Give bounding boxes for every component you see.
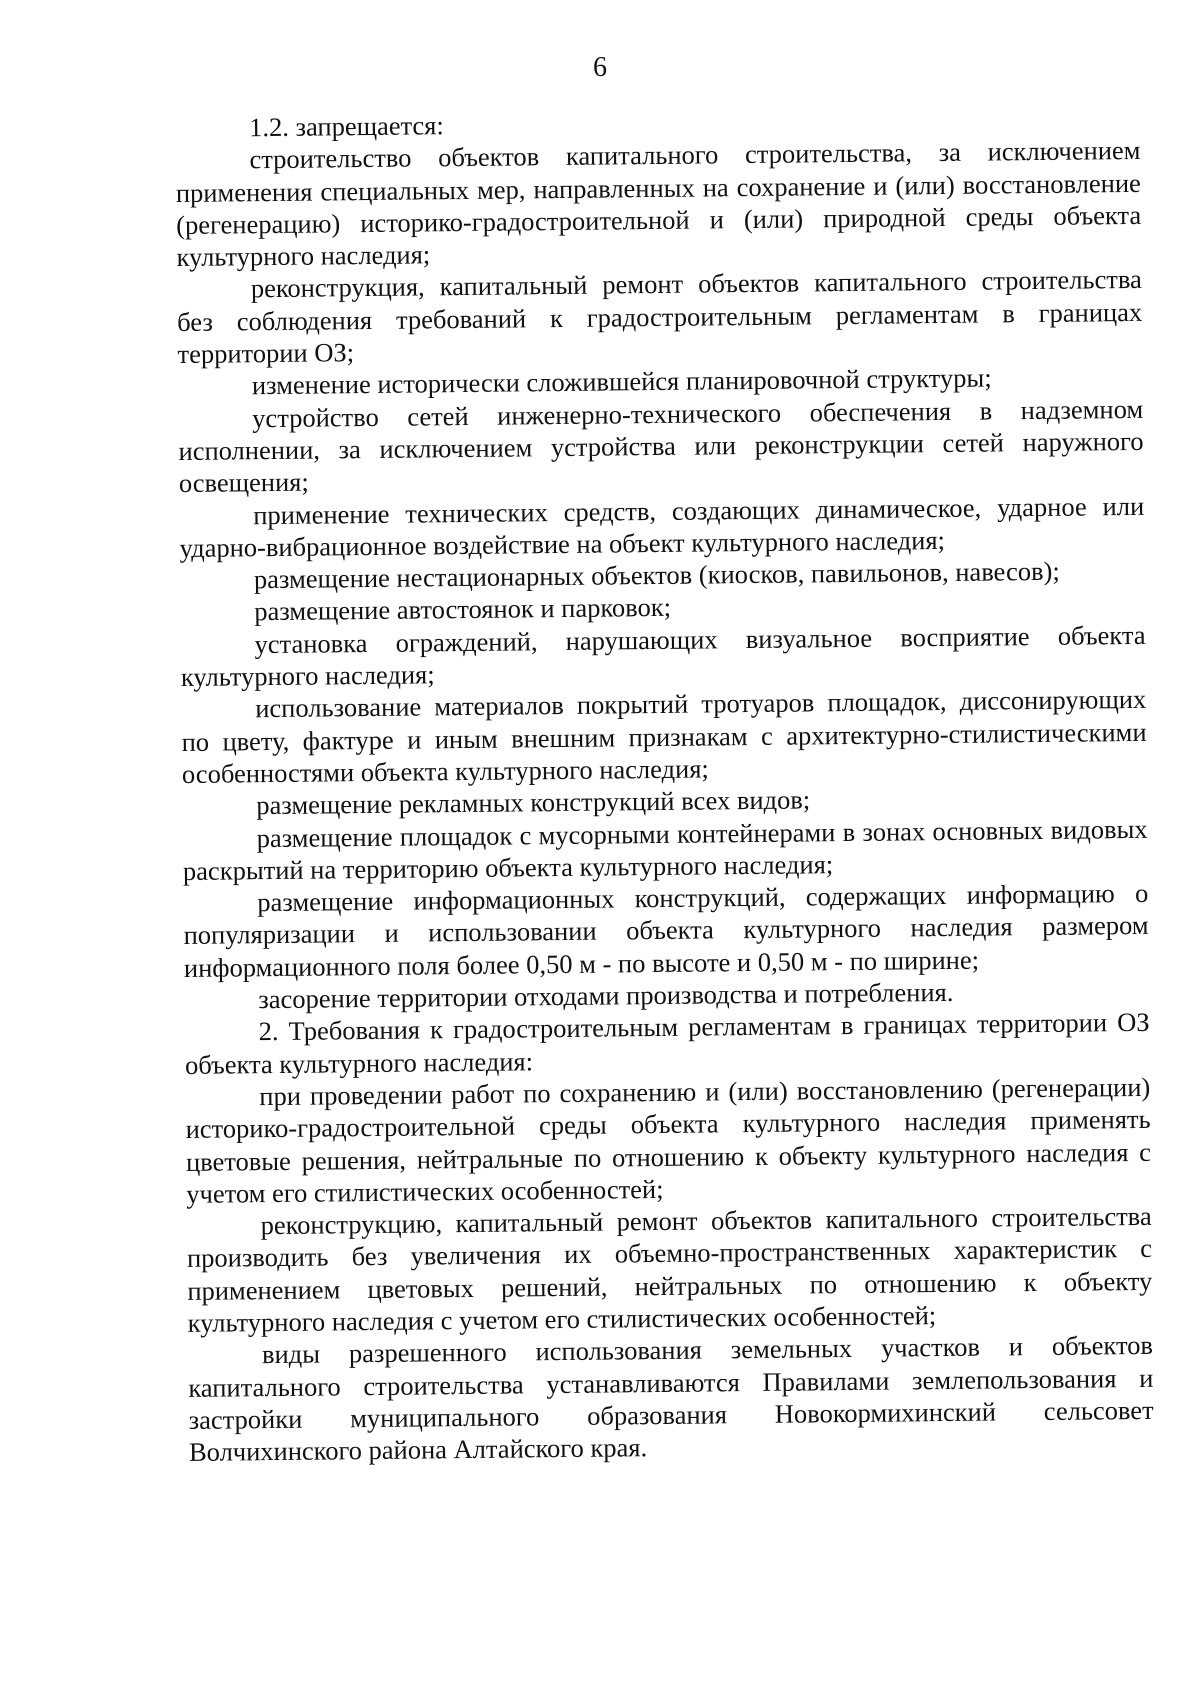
paragraph: размещение площадок с мусорными контейнерами в зонах основных видовых раскрытий на территорию объекта культурного наследия; <box>182 813 1148 886</box>
paragraph: устройство сетей инженерно-технического обеспечения в надземном исполнении, за исключением устройства или реконструкции сетей наружного освещения; <box>178 393 1144 499</box>
paragraph: размещение рекламных конструкций всех видов; <box>256 784 811 821</box>
paragraph: изменение исторически сложившейся планировочной структуры; <box>251 362 992 401</box>
paragraph: 2. Требования к градостроительным регламентам в границах территории ОЗ объекта культурного наследия: <box>184 1007 1150 1080</box>
paragraph: размещение нестационарных объектов (киосков, павильонов, навесов); <box>253 555 1060 595</box>
paragraph: размещение автостоянок и парковок; <box>254 592 672 627</box>
paragraph: применение технических средств, создающих динамическое, ударное или ударно-вибрационное воздействие на объект культурного наследия; <box>179 490 1145 563</box>
document-body <box>175 102 1154 1468</box>
paragraph: виды разрешенного использования земельных участков и объектов капитального строительства устанавливаются Правилами землепользования и застройки муниципального образования Новокормихинский сельсовет Волчихинского района Алтайского края. <box>188 1330 1154 1468</box>
paragraph: засорение территории отходами производства и потребления. <box>258 976 954 1015</box>
paragraph: 1.2. запрещается: <box>249 110 444 143</box>
paragraph: установка ограждений, нарушающих визуальное восприятие объекта культурного наследия; <box>180 619 1146 693</box>
paragraph: реконструкция, капитальный ремонт объектов капитального строительства без соблюдения требований к градостроительным регламентам в границах территории ОЗ; <box>177 264 1143 370</box>
paragraph: использование материалов покрытий тротуаров площадок, диссонирующих по цвету, фактуре и иным внешним признакам с архитектурно-стилистическими особенностями объекта культурного наследия; <box>181 684 1147 789</box>
paragraph: при проведении работ по сохранению и (или) восстановлению (регенерации) историко-градостроительной среды объекта культурного наследия применять цветовые решения, нейтральные по отношению к объекту культурного наследия с учетом его стилистических особенностей; <box>185 1071 1152 1209</box>
paragraph: реконструкцию, капитальный ремонт объектов капитального строительства производить без увеличения их объемно-пространственных характеристик с применением цветовых решений, нейтральных по отношению к объекту культурного наследия с учетом его стилистических особенностей; <box>186 1200 1153 1338</box>
paragraph: размещение информационных конструкций, содержащих информацию о популяризации и использовании объекта культурного наследия размером информационного поля более 0,50 м - по высоте и 0,50 м - по ширине; <box>183 877 1149 983</box>
paragraph: строительство объектов капитального строительства, за исключением применения специальных мер, направленных на сохранение и (или) восстановление (регенерацию) историко-градостроительной и (или) природной среды объекта культурного наследия; <box>175 135 1142 273</box>
page-number: 6 <box>593 52 607 83</box>
